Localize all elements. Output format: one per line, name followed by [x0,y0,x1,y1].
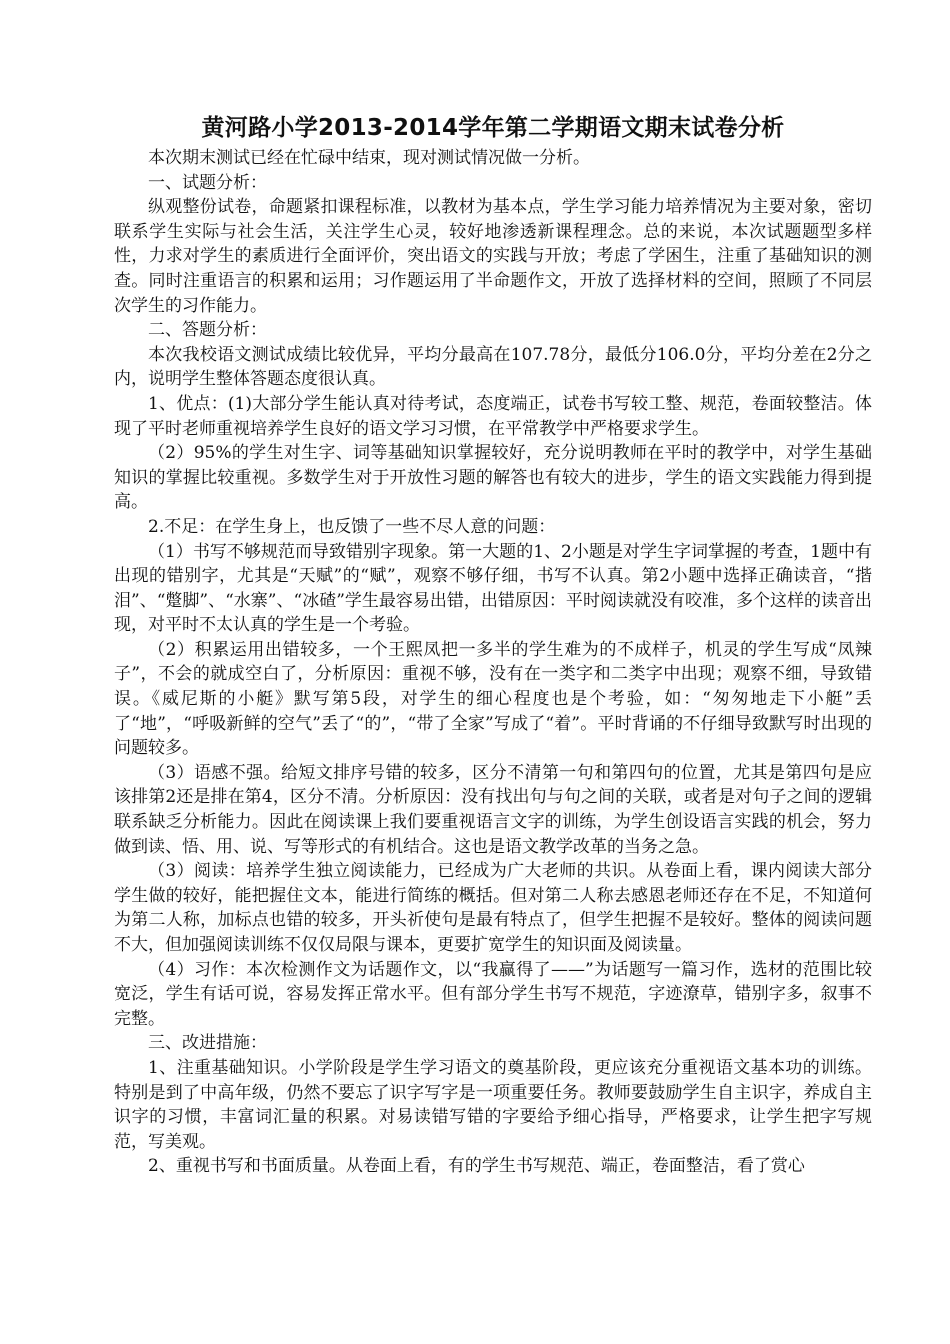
paragraph-composition: （4）习作：本次检测作文为话题作文，以“我赢得了——”为话题写一篇习作，选材的范围比较宽泛，学生有话可说，容易发挥正常水平。但有部分学生书写不规范，字迹潦草，错别字多，叙事不完整。 [114,959,872,1029]
paragraph-reading: （3）阅读：培养学生独立阅读能力，已经成为广大老师的共识。从卷面上看，课内阅读大部分学生做的较好，能把握住文本，能进行简练的概括。但对第二人称去感恩老师还存在不足，不知道何为第二人称，加标点也错的较多，开头祈使句是最有特点了，但学生把握不是较好。整体的阅读问题不大，但加强阅读训练不仅仅局限与课本，更要扩宽学生的知识面及阅读量。 [114,861,872,955]
paragraph-shortcoming-language-sense: （3）语感不强。给短文排序号错的较多，区分不清第一句和第四句的位置，尤其是第四句是应该排第2还是排在第4，区分不清。分析原因：没有找出句与句之间的关联，或者是对句子之间的逻辑联系缺乏分析能力。因此在阅读课上我们要重视语言文字的训练，为学生创设语言实践的机会，努力做到读、悟、用、说、写等形式的有机结合。这也是语文教学改革的当务之急。 [114,762,872,857]
intro-paragraph: 本次期末测试已经在忙碌中结束，现对测试情况做一分析。 [148,148,590,168]
paragraph-shortcomings-intro: 2.不足：在学生身上，也反馈了一些不尽人意的问题： [148,516,556,537]
paragraph-score-summary: 本次我校语文测试成绩比较优异，平均分最高在107.78分，最低分106.0分，平均分差在2分之内，说明学生整体答题态度很认真。 [114,344,872,390]
paragraph-improvement-2: 2、重视书写和书面质量。从卷面上看，有的学生书写规范、端正，卷面整洁，看了赏心 [148,1156,805,1177]
paragraph-strength-1: 1、优点：(1)大部分学生能认真对待考试，态度端正，试卷书写较工整、规范，卷面较整洁。体现了平时老师重视培养学生良好的语文学习习惯，在平常教学中严格要求学生。 [114,393,872,439]
paragraph-improvement-1: 1、注重基础知识。小学阶段是学生学习语文的奠基阶段，更应该充分重视语文基本功的训练。特别是到了中高年级，仍然不要忘了识字写字是一项重要任务。教师要鼓励学生自主识字，养成自主识字的习惯，丰富词汇量的积累。对易读错写错的字要给予细心指导，严格要求，让学生把字写规范，写美观。 [114,1057,872,1152]
paragraph-question-analysis: 纵观整份试卷，命题紧扣课程标准，以教材为基本点，学生学习能力培养情况为主要对象，密切联系学生实际与社会生活，关注学生心灵，较好地渗透新课程理念。总的来说，本次试题题型多样性，力求对学生的素质进行全面评价，突出语文的实践与开放；考虑了学困生，注重了基础知识的测查。同时注重语言的积累和运用；习作题运用了半命题作文，开放了选择材料的空间，照顾了不同层次学生的习作能力。 [114,197,872,316]
section-heading-question-analysis: 一、试题分析： [148,172,267,193]
section-heading-answer-analysis: 二、答题分析： [148,320,267,341]
document-body [114,112,872,1179]
paragraph-strength-2: （2）95%的学生对生字、词等基础知识掌握较好，充分说明教师在平时的教学中，对学生基础知识的掌握比较重视。多数学生对于开放性习题的解答也有较大的进步，学生的语文实践能力得到提高。 [114,443,872,513]
paragraph-shortcoming-accumulation: （2）积累运用出错较多，一个王熙凤把一多半的学生难为的不成样子，机灵的学生写成“凤辣子”，不会的就成空白了，分析原因：重视不够，没有在一类字和二类字中出现；观察不细，导致错误。《威尼斯的小艇》默写第5段，对学生的细心程度也是个考验，如：“匆匆地走下小艇”丢了“地”，“呼吸新鲜的空气”丢了“的”，“带了全家”写成了“着”。平时背诵的不仔细导致默写时出现的问题较多。 [114,639,872,759]
paragraph-shortcoming-writing: （1）书写不够规范而导致错别字现象。第一大题的1、2小题是对学生字词掌握的考查，1题中有出现的错别字，尤其是“天赋”的“赋”，观察不够仔细，书写不认真。第2小题中选择正确读音，“揩泪”、“蹩脚”、“水寨”、“冰碴”学生最容易出错，出错原因：平时阅读就没有咬准，多个这样的读音出现，对平时不太认真的学生是一个考验。 [114,541,872,636]
document-title: 黄河路小学2013-2014学年第二学期语文期末试卷分析 [201,115,785,141]
section-heading-improvements: 三、改进措施： [148,1033,267,1054]
